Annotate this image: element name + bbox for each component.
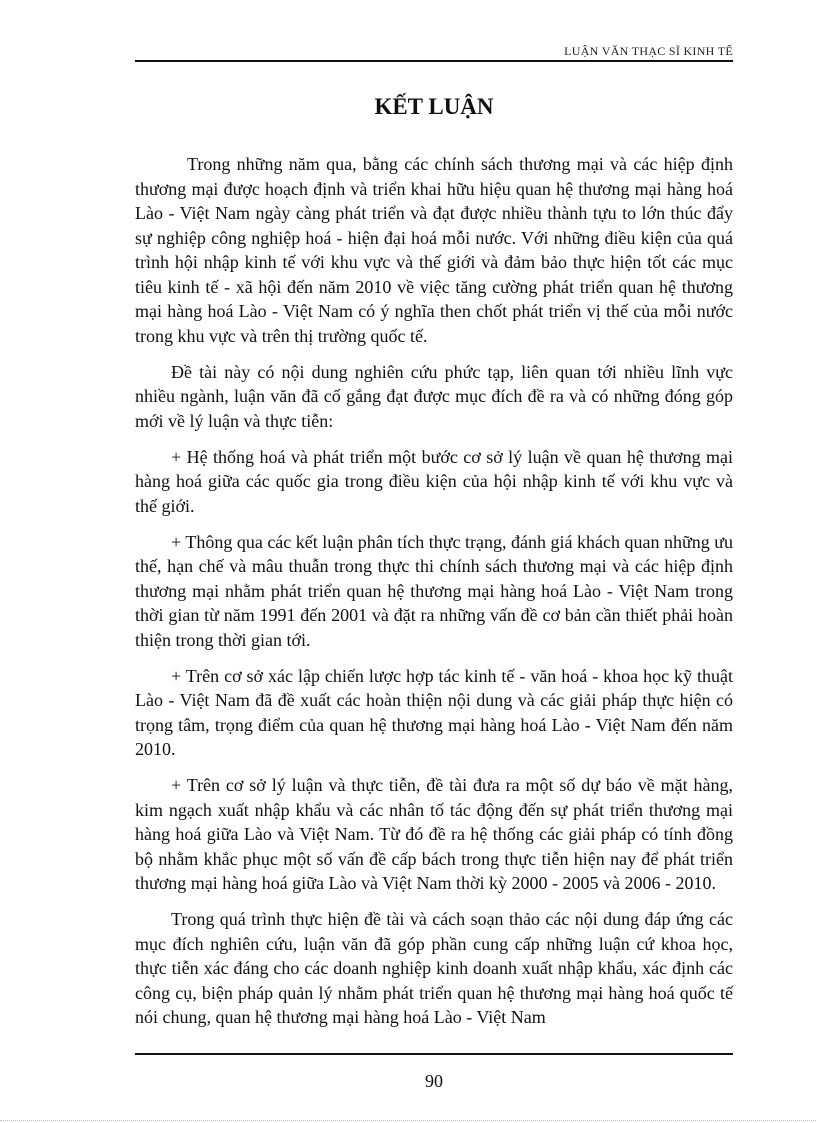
- bullet-paragraph: + Trên cơ sở lý luận và thực tiễn, đề tài đưa ra một số dự báo về mặt hàng, kim ngạch xuất nhập khẩu và các nhân tố tác động đến sự phát triển thương mại hàng hoá giữa Lào và Việt Nam. Từ đó đề ra hệ thống các giải pháp có tính đồng bộ nhằm khắc phục một số vấn đề cấp bách trong thực tiễn hiện nay để phát triển thương mại hàng hoá giữa Lào và Việt Nam thời kỳ 2000 - 2005 và 2006 - 2010.: [135, 775, 733, 893]
- footer-rule: [135, 1053, 733, 1055]
- paragraph: Đề tài này có nội dung nghiên cứu phức tạp, liên quan tới nhiều lĩnh vực nhiều ngành, luận văn đã cố gắng đạt được mục đích đề ra và có những đóng góp mới về lý luận và thực tiễn:: [135, 361, 733, 431]
- page-title: KẾT LUẬN: [374, 94, 494, 119]
- page-number: 90: [425, 1071, 443, 1091]
- paragraph: Trong những năm qua, bằng các chính sách thương mại và các hiệp định thương mại được hoạch định và triển khai hữu hiệu quan hệ thương mại hàng hoá Lào - Việt Nam ngày càng phát triển và đạt được nhiều thành tựu to lớn thúc đẩy sự nghiệp công nghiệp hoá - hiện đại hoá mỗi nước. Với những điều kiện của quá trình hội nhập kinh tế với khu vực và thế giới và đảm bảo thực hiện tốt các mục tiêu kinh tế - xã hội đến năm 2010 về việc tăng cường phát triển quan hệ thương mại hàng hoá Lào - Việt Nam có ý nghĩa then chốt phát triển vị thế của mỗi nước trong khu vực và trên thị trường quốc tế.: [135, 154, 733, 346]
- running-header: LUẬN VĂN THẠC SĨ KINH TẾ: [564, 44, 733, 58]
- bullet-paragraph: + Hệ thống hoá và phát triển một bước cơ sở lý luận về quan hệ thương mại hàng hoá giữa các quốc gia trong điều kiện của hội nhập kinh tế với khu vực và thế giới.: [135, 446, 733, 516]
- page-edge-divider: [0, 1120, 816, 1121]
- paragraph: Trong quá trình thực hiện đề tài và cách soạn thảo các nội dung đáp ứng các mục đích nghiên cứu, luận văn đã góp phần cung cấp những luận cứ khoa học, thực tiễn xác đáng cho các doanh nghiệp kinh doanh xuất nhập khẩu, xác định các công cụ, biện pháp quản lý nhằm phát triển quan hệ thương mại hàng hoá quốc tế nói chung, quan hệ thương mại hàng hoá Lào - Việt Nam: [135, 909, 733, 1027]
- header-rule: [135, 60, 733, 62]
- bullet-paragraph: + Trên cơ sở xác lập chiến lược hợp tác kinh tế - văn hoá - khoa học kỹ thuật Lào - Việt Nam đã đề xuất các hoàn thiện nội dung và các giải pháp thực hiện có trọng tâm, trọng điểm của quan hệ thương mại hàng hoá Lào - Việt Nam đến năm 2010.: [135, 665, 733, 759]
- document-body: [135, 152, 733, 1041]
- bullet-paragraph: + Thông qua các kết luận phân tích thực trạng, đánh giá khách quan những ưu thế, hạn chế và mâu thuẫn trong thực thi chính sách thương mại và các hiệp định thương mại nhằm phát triển quan hệ thương mại hàng hoá Lào - Việt Nam trong thời gian từ năm 1991 đến 2001 và đặt ra những vấn đề cơ bản cần thiết phải hoàn thiện trong thời gian tới.: [135, 531, 733, 650]
